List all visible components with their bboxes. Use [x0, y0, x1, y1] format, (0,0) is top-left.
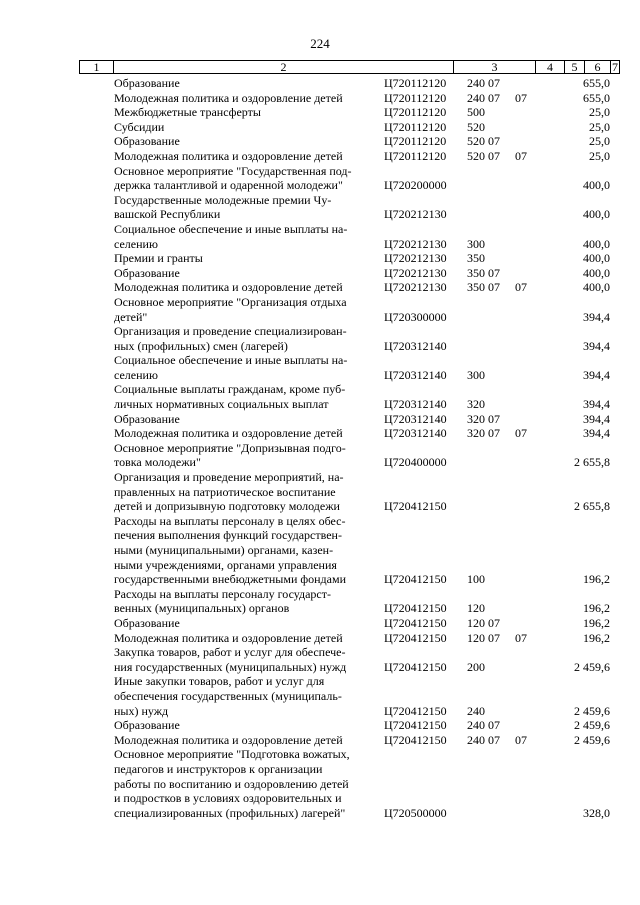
row-amount: 25,0 [589, 119, 610, 134]
description-line: селению [114, 367, 158, 382]
row-description [114, 222, 372, 251]
row-description [114, 426, 372, 441]
description-line: Организация и проведение специализирован- [114, 324, 347, 339]
description-line: специализированных (профильных) лагерей" [114, 805, 346, 820]
table-row [0, 105, 640, 120]
row-amount: 655,0 [583, 76, 610, 90]
table-row [0, 718, 640, 733]
row-description [114, 616, 372, 631]
row-col-4: 300 [467, 236, 485, 251]
row-description [114, 251, 372, 266]
row-col-4: 240 [467, 76, 485, 90]
table-row [0, 353, 640, 382]
description-line: товка молодежи" [114, 455, 201, 470]
row-amount: 2 459,6 [574, 659, 610, 674]
description-line: вашской Республики [114, 207, 221, 222]
row-description [114, 105, 372, 120]
table-row [0, 382, 640, 411]
row-amount: 394,4 [583, 397, 610, 412]
header-col-5: 5 [564, 61, 584, 73]
description-line: Молодежная политика и оздоровление детей [114, 732, 343, 747]
table-row [0, 470, 640, 514]
row-col-5: 07 [488, 280, 500, 295]
description-line: венных (муниципальных) органов [114, 601, 290, 616]
description-line: Социальное обеспечение и иные выплаты на- [114, 353, 348, 368]
description-line: печения выполнения функций государствен- [114, 528, 342, 543]
row-code: Ц720412150 [384, 732, 447, 747]
description-line: Организация и проведение мероприятий, на- [114, 470, 344, 485]
row-amount: 394,4 [583, 309, 610, 324]
row-col-4: 350 [467, 265, 485, 280]
row-amount: 196,2 [583, 630, 610, 645]
row-col-4: 120 [467, 616, 485, 631]
row-col-4: 350 [467, 280, 485, 295]
row-col-4: 520 [467, 134, 485, 149]
row-code: Ц720500000 [384, 805, 447, 820]
row-amount: 655,0 [583, 90, 610, 105]
row-col-6: 07 [515, 732, 527, 747]
description-line: Премии и гранты [114, 251, 203, 266]
row-code: Ц720412150 [384, 572, 447, 587]
row-description [114, 164, 372, 193]
description-line: Закупка товаров, работ и услуг для обеспече- [114, 645, 346, 660]
row-code: Ц720412150 [384, 616, 447, 631]
row-description [114, 718, 372, 733]
header-col-6: 6 [584, 61, 610, 73]
description-line: Образование [114, 616, 180, 631]
row-description [114, 587, 372, 616]
row-description [114, 91, 372, 106]
row-code: Ц720400000 [384, 455, 447, 470]
description-line: Государственные молодежные премии Чу- [114, 192, 332, 207]
row-code: Ц720112120 [384, 76, 447, 90]
table-row [0, 733, 640, 748]
row-col-5: 07 [488, 630, 500, 645]
table-row [0, 91, 640, 106]
description-line: Расходы на выплаты персоналу государст- [114, 586, 331, 601]
description-line: ными (муниципальными) органами, казен- [114, 543, 334, 558]
description-line: Молодежная политика и оздоровление детей [114, 426, 343, 441]
row-code: Ц720212130 [384, 207, 447, 222]
row-amount: 25,0 [589, 134, 610, 149]
row-col-6: 07 [515, 426, 527, 441]
table-row [0, 222, 640, 251]
row-code: Ц720300000 [384, 309, 447, 324]
description-line: Молодежная политика и оздоровление детей [114, 280, 343, 295]
table-row [0, 674, 640, 718]
row-description [114, 382, 372, 411]
row-col-4: 240 [467, 90, 485, 105]
row-description [114, 266, 372, 281]
header-col-3: 3 [453, 61, 535, 73]
description-line: держка талантливой и одаренной молодежи" [114, 178, 343, 193]
row-col-6: 07 [515, 148, 527, 163]
description-line: Основное мероприятие "Организация отдыха [114, 294, 347, 309]
row-amount: 2 459,6 [574, 732, 610, 747]
row-code: Ц720312140 [384, 397, 447, 412]
row-col-4: 320 [467, 397, 485, 412]
description-line: Молодежная политика и оздоровление детей [114, 90, 343, 105]
row-col-6: 07 [515, 280, 527, 295]
description-line: ными учреждениями, органами управления [114, 557, 337, 572]
row-description [114, 733, 372, 748]
row-col-4: 350 [467, 251, 485, 266]
description-line: обеспечения государственных (муниципаль- [114, 688, 342, 703]
description-line: Основное мероприятие "Государственная под- [114, 163, 352, 178]
row-col-4: 520 [467, 119, 485, 134]
row-code: Ц720312140 [384, 426, 447, 441]
page-number: 224 [310, 36, 330, 51]
description-line: детей и допризывную подготовку молодежи [114, 499, 340, 514]
description-line: Расходы на выплаты персоналу в целях обес- [114, 513, 346, 528]
row-amount: 2 459,6 [574, 703, 610, 718]
row-code: Ц720412150 [384, 630, 447, 645]
description-line: Молодежная политика и оздоровление детей [114, 148, 343, 163]
table-row [0, 426, 640, 441]
description-line: Межбюджетные трансферты [114, 105, 261, 120]
table-header [79, 60, 620, 74]
row-amount: 394,4 [583, 426, 610, 441]
row-code: Ц720112120 [384, 105, 447, 120]
description-line: Образование [114, 718, 180, 733]
description-line: государственными внебюджетными фондами [114, 572, 347, 587]
row-amount: 394,4 [583, 411, 610, 426]
row-col-5: 07 [488, 616, 500, 631]
description-line: Основное мероприятие "Допризывная подго- [114, 440, 346, 455]
description-line: личных нормативных социальных выплат [114, 397, 329, 412]
table-row [0, 412, 640, 427]
description-line: Иные закупки товаров, работ и услуг для [114, 674, 325, 689]
row-col-4: 100 [467, 572, 485, 587]
table-row [0, 120, 640, 135]
row-col-4: 240 [467, 732, 485, 747]
row-code: Ц720212130 [384, 265, 447, 280]
table-row [0, 645, 640, 674]
description-line: селению [114, 236, 158, 251]
row-col-4: 240 [467, 703, 485, 718]
row-amount: 25,0 [589, 105, 610, 120]
row-amount: 328,0 [583, 805, 610, 820]
row-description [114, 295, 372, 324]
table-row [0, 747, 640, 820]
row-code: Ц720212130 [384, 251, 447, 266]
row-code: Ц720312140 [384, 367, 447, 382]
table-row [0, 616, 640, 631]
row-col-4: 320 [467, 411, 485, 426]
header-col-7: 7 [612, 60, 618, 74]
row-code: Ц720412150 [384, 703, 447, 718]
row-col-5: 07 [488, 134, 500, 149]
row-amount: 400,0 [583, 236, 610, 251]
row-amount: 400,0 [583, 265, 610, 280]
description-line: работы по воспитанию и оздоровлению детей [114, 776, 349, 791]
row-description [114, 674, 372, 718]
table-row [0, 134, 640, 149]
row-amount: 400,0 [583, 178, 610, 193]
row-code: Ц720412150 [384, 601, 447, 616]
row-code: Ц720200000 [384, 178, 447, 193]
row-amount: 196,2 [583, 572, 610, 587]
table-row [0, 251, 640, 266]
row-amount: 2 655,8 [574, 499, 610, 514]
row-description [114, 120, 372, 135]
row-col-5: 07 [488, 718, 500, 733]
row-description [114, 134, 372, 149]
description-line: ных (профильных) смен (лагерей) [114, 338, 288, 353]
row-description [114, 441, 372, 470]
description-line: Образование [114, 265, 180, 280]
row-code: Ц720312140 [384, 338, 447, 353]
row-col-6: 07 [515, 90, 527, 105]
table-row [0, 149, 640, 164]
row-code: Ц720412150 [384, 659, 447, 674]
row-col-5: 07 [488, 265, 500, 280]
description-line: и подростков в условиях оздоровительных и [114, 791, 342, 806]
table-row [0, 193, 640, 222]
table-row [0, 441, 640, 470]
description-line: Образование [114, 411, 180, 426]
row-col-4: 300 [467, 367, 485, 382]
table-row [0, 164, 640, 193]
description-line: педагогов и инструкторов к организации [114, 761, 323, 776]
row-amount: 400,0 [583, 251, 610, 266]
table-row [0, 514, 640, 587]
description-line: Основное мероприятие "Подготовка вожатых, [114, 747, 350, 762]
table-row [0, 76, 640, 91]
description-line: детей" [114, 309, 148, 324]
row-description [114, 470, 372, 514]
row-code: Ц720112120 [384, 148, 447, 163]
row-amount: 25,0 [589, 148, 610, 163]
budget-table-body [0, 76, 640, 820]
description-line: Субсидии [114, 119, 165, 134]
row-col-5: 07 [488, 90, 500, 105]
row-description [114, 353, 372, 382]
description-line: Социальное обеспечение и иные выплаты на- [114, 221, 348, 236]
row-col-5: 07 [488, 148, 500, 163]
row-amount: 196,2 [583, 616, 610, 631]
row-description [114, 280, 372, 295]
description-line: ния государственных (муниципальных) нужд [114, 659, 347, 674]
description-line: ных) нужд [114, 703, 169, 718]
row-col-5: 07 [488, 411, 500, 426]
row-code: Ц720212130 [384, 236, 447, 251]
header-col-4: 4 [535, 61, 564, 73]
row-amount: 2 655,8 [574, 455, 610, 470]
row-col-6: 07 [515, 630, 527, 645]
row-col-4: 520 [467, 148, 485, 163]
row-code: Ц720312140 [384, 411, 447, 426]
row-amount: 400,0 [583, 207, 610, 222]
description-line: Образование [114, 76, 180, 90]
row-col-5: 07 [488, 732, 500, 747]
row-col-4: 120 [467, 601, 485, 616]
row-amount: 394,4 [583, 338, 610, 353]
row-amount: 400,0 [583, 280, 610, 295]
description-line: Молодежная политика и оздоровление детей [114, 630, 343, 645]
row-amount: 394,4 [583, 367, 610, 382]
header-col-2: 2 [113, 61, 453, 73]
header-col-1: 1 [93, 60, 100, 74]
row-col-5: 07 [488, 426, 500, 441]
row-code: Ц720212130 [384, 280, 447, 295]
row-amount: 196,2 [583, 601, 610, 616]
row-description [114, 645, 372, 674]
table-row [0, 631, 640, 646]
table-row [0, 266, 640, 281]
description-line: Социальные выплаты гражданам, кроме пуб- [114, 382, 346, 397]
table-row [0, 324, 640, 353]
row-description [114, 76, 372, 91]
row-description [114, 149, 372, 164]
row-description [114, 324, 372, 353]
row-description [114, 412, 372, 427]
row-col-4: 120 [467, 630, 485, 645]
row-col-4: 240 [467, 718, 485, 733]
row-description [114, 631, 372, 646]
description-line: Образование [114, 134, 180, 149]
row-col-4: 200 [467, 659, 485, 674]
row-description [114, 514, 372, 587]
description-line: правленных на патриотическое воспитание [114, 484, 336, 499]
row-code: Ц720112120 [384, 134, 447, 149]
table-row [0, 280, 640, 295]
row-code: Ц720112120 [384, 90, 447, 105]
row-amount: 2 459,6 [574, 718, 610, 733]
table-row [0, 295, 640, 324]
table-row [0, 587, 640, 616]
row-col-5: 07 [488, 76, 500, 90]
row-code: Ц720412150 [384, 499, 447, 514]
row-code: Ц720112120 [384, 119, 447, 134]
row-col-4: 500 [467, 105, 485, 120]
row-code: Ц720412150 [384, 718, 447, 733]
row-description [114, 747, 372, 820]
row-description [114, 193, 372, 222]
row-col-4: 320 [467, 426, 485, 441]
